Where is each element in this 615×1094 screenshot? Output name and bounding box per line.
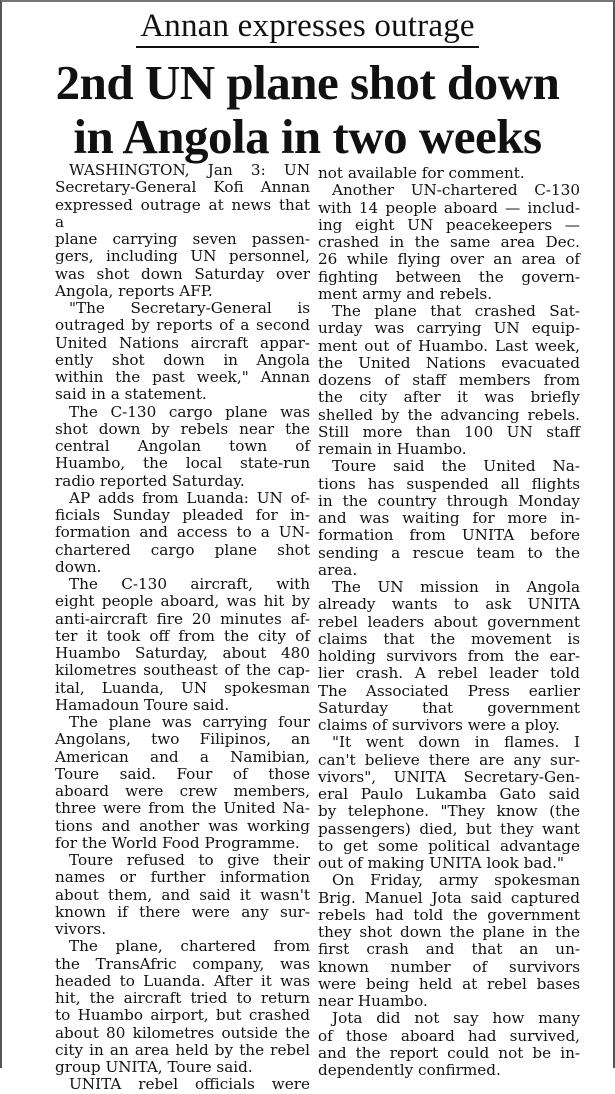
text-line: rebels had told the government (318, 905, 580, 924)
text-line: Toure refused to give their (69, 851, 310, 869)
text-line: and was waiting for more in- (318, 509, 580, 527)
text-line: Saturday that government (318, 698, 580, 717)
text-line: plane carrying seven passen- (55, 230, 310, 248)
text-line: by telephone. "They know (the (318, 802, 580, 821)
text-line: central Angolan town of (55, 437, 310, 455)
text-line: "It went down in flames. I (332, 733, 580, 752)
article-paragraph (55, 852, 310, 938)
text-line: ment out of Huambo. Last week, (318, 336, 580, 355)
text-line: lier crash. A rebel leader told (318, 664, 580, 683)
text-line: the United Nations evacuated (318, 353, 580, 372)
text-line: to get some political advantage (318, 836, 580, 855)
text-line: Huambo, the local state-run (55, 454, 310, 473)
article-paragraph (318, 182, 580, 303)
text-line: they shot down the plane in the (318, 923, 580, 941)
text-line: the TransAfric company, was (55, 954, 310, 973)
text-line: Toure said the United Na- (332, 457, 580, 476)
text-line: claims of survivors were a ploy. (318, 716, 560, 734)
text-line: first crash and that an un- (318, 940, 580, 959)
text-line: out of making UNITA look bad." (318, 854, 564, 872)
text-line: The C-130 cargo plane was (69, 402, 310, 421)
text-line: about 80 kilometres outside the (55, 1023, 310, 1042)
article-column-left (55, 162, 310, 1094)
text-line: AP adds from Luanda: UN of- (69, 488, 310, 507)
text-line: Secretary-General Kofi Annan (55, 178, 310, 197)
text-line: The UN mission in Angola (332, 578, 580, 596)
text-line: anti-aircraft fire 20 minutes af- (55, 609, 310, 628)
text-line: rebel leaders about government (318, 612, 580, 631)
text-line: within the past week," Annan (55, 368, 310, 386)
text-line: 26 while flying over an area of (318, 250, 580, 269)
kicker-wrap (2, 6, 613, 48)
text-line: were being held at rebel bases (318, 974, 580, 993)
text-line: shot down by rebels near the (55, 419, 310, 438)
text-line: tions and another was working (55, 816, 310, 835)
text-line: for the World Food Programme. (55, 833, 300, 852)
text-line: expressed outrage at news that a (55, 195, 310, 231)
text-line: tions has suspended all flights (318, 474, 580, 493)
article-paragraph (318, 458, 580, 579)
text-line: chartered cargo plane shot (55, 540, 310, 559)
text-line: known if there were any sur- (55, 902, 310, 921)
article-paragraph (55, 576, 310, 714)
text-line: Another UN-chartered C-130 (332, 181, 580, 200)
text-line: Huambo Saturday, about 480 (55, 644, 310, 662)
text-line: The plane was carrying four (69, 713, 310, 731)
text-line: fighting between the govern- (318, 267, 580, 286)
article-paragraph (318, 1010, 580, 1079)
text-line: dozens of staff members from (318, 371, 580, 389)
text-line: formation and access to a UN- (55, 523, 310, 542)
text-line: in the country through Monday (318, 491, 580, 510)
text-line: three were from the United Na- (55, 799, 310, 818)
text-line: On Friday, army spokesman (332, 871, 580, 890)
text-line: vivors", UNITA Secretary-Gen- (318, 767, 580, 786)
text-line: Still more than 100 UN staff (318, 422, 580, 441)
text-line: vivors. (55, 920, 107, 938)
text-line: ital, Luanda, UN spokesman (55, 678, 310, 697)
text-line: hit, the aircraft tried to return (55, 989, 310, 1007)
text-line: UNITA rebel officials were (69, 1075, 310, 1094)
text-line: remain in Huambo. (318, 440, 467, 458)
text-line: Jota did not say how many (332, 1009, 580, 1028)
text-line: The plane, chartered from (69, 937, 310, 956)
headline-line-2: in Angola in two weeks (73, 109, 542, 164)
article-paragraph (55, 404, 310, 490)
article-paragraph (55, 714, 310, 852)
text-line: was shot down Saturday over (55, 264, 310, 283)
article-column-right (318, 165, 580, 1079)
text-line: crashed in the same area Dec. (318, 233, 580, 251)
text-line: with 14 people aboard — includ- (318, 198, 580, 217)
text-line: headed to Luanda. After it was (55, 971, 310, 990)
text-line: holding survivors from the ear- (318, 647, 580, 665)
text-line: formation from UNITA before (318, 526, 580, 545)
text-line: American and a Namibian, (55, 747, 310, 766)
text-line: city in an area held by the rebel (55, 1040, 310, 1059)
text-line: shelled by the advancing rebels. (318, 405, 580, 424)
text-line: ficials Sunday pleaded for in- (55, 506, 310, 524)
text-line: ently shot down in Angola (55, 350, 310, 369)
text-line: Toure said. Four of those (55, 764, 310, 783)
text-line: The C-130 aircraft, with (69, 575, 310, 593)
text-line: can't believe there are any sur- (318, 750, 580, 769)
text-line: group UNITA, Toure said. (55, 1058, 253, 1076)
text-line: area. (318, 560, 358, 579)
text-line: down. (55, 557, 102, 576)
text-line: names or further information (55, 868, 310, 887)
text-line: outraged by reports of a second (55, 316, 310, 335)
text-line: aboard were crew members, (55, 782, 310, 800)
text-line: said in a statement. (55, 385, 207, 404)
text-line: WASHINGTON, Jan 3: UN (69, 161, 310, 179)
text-line: Hamadoun Toure said. (55, 695, 230, 714)
text-line: ment army and rebels. (318, 284, 493, 303)
text-line: Angolans, two Filipinos, an (55, 730, 310, 749)
text-line: urday was carrying UN equip- (318, 319, 580, 338)
text-line: eral Paulo Lukamba Gato said (318, 785, 580, 803)
article-paragraph (318, 734, 580, 872)
text-line: passengers) died, but they want (318, 819, 580, 838)
kicker-headline: Annan expresses outrage (136, 6, 479, 48)
text-line: kilometres southeast of the cap- (55, 661, 310, 680)
article-paragraph (55, 938, 310, 1076)
text-line: "The Secretary-General is (69, 299, 310, 317)
text-line: already wants to ask UNITA (318, 595, 580, 614)
text-line: gers, including UN personnel, (55, 247, 310, 266)
article-paragraph (55, 1076, 310, 1093)
text-line: The Associated Press earlier (318, 681, 580, 700)
article-paragraph (318, 872, 580, 1010)
text-line: about them, and said it wasn't (55, 885, 310, 904)
text-line: dependently confirmed. (318, 1061, 501, 1079)
text-line: and the report could not be in- (318, 1043, 580, 1062)
text-line: known number of survivors (318, 957, 580, 976)
main-headline (2, 56, 613, 164)
text-line: claims that the movement is (318, 629, 580, 648)
article-paragraph (55, 490, 310, 576)
text-line: not available for comment. (318, 164, 525, 182)
text-line: Brig. Manuel Jota said captured (318, 888, 580, 907)
article-paragraph (318, 165, 580, 182)
text-line: to Huambo airport, but crashed (55, 1006, 310, 1025)
text-line: of those aboard had survived, (318, 1026, 580, 1045)
text-line: near Huambo. (318, 992, 428, 1010)
text-line: United Nations aircraft appar- (55, 333, 310, 352)
article-paragraph (55, 162, 310, 300)
text-line: sending a rescue team to the (318, 543, 580, 562)
headline-line-1: 2nd UN plane shot down (55, 55, 560, 110)
text-line: ter it took off from the city of (55, 626, 310, 645)
text-line: the city after it was briefly (318, 388, 580, 407)
text-line: radio reported Saturday. (55, 471, 245, 490)
text-line: ing eight UN peacekeepers — (318, 215, 580, 234)
article-paragraph (318, 303, 580, 458)
article-paragraph (318, 579, 580, 734)
text-line: The plane that crashed Sat- (332, 302, 580, 320)
article-paragraph (55, 300, 310, 404)
text-line: Angola, reports AFP. (55, 281, 213, 300)
text-line: eight people aboard, was hit by (55, 592, 310, 611)
